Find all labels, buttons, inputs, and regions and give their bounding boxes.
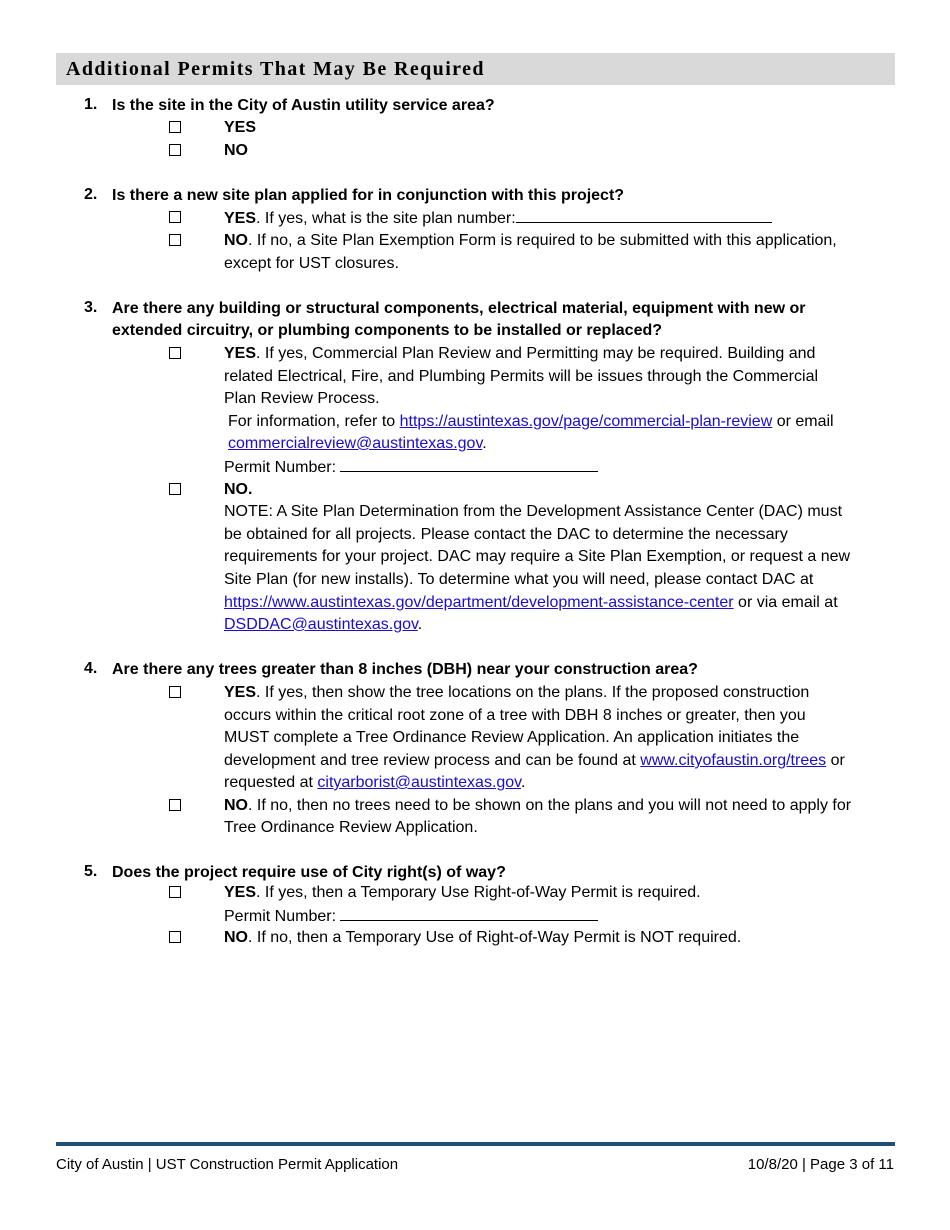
q4-no-text-cont: Tree Ordinance Review Application. (224, 819, 478, 836)
q1-no-checkbox[interactable] (169, 144, 181, 156)
footer-divider (56, 1142, 895, 1146)
question-3-number: 3. (84, 299, 98, 316)
q5-yes-checkbox[interactable] (169, 886, 181, 898)
q5-no-text: . If no, then a Temporary Use of Right-of-Way Permit is NOT required. (248, 929, 742, 946)
q3-info-mid: or email (772, 413, 834, 430)
q3-note-3: requirements for your project. DAC may require a Site Plan Exemption, or request a new (224, 548, 851, 565)
q3-permit-number-field[interactable] (340, 457, 598, 472)
q4-yes-text-4: development and tree review process and can be found at (224, 752, 641, 769)
q4-no-text: . If no, then no trees need to be shown on the plans and you will not need to apply for (248, 797, 852, 814)
q5-no-label: NO (224, 929, 248, 946)
commercial-plan-review-link[interactable]: https://austintexas.gov/page/commercial-plan-review (399, 413, 773, 430)
section-header (56, 53, 895, 85)
dac-link[interactable]: https://www.austintexas.gov/department/development-assistance-center (224, 594, 734, 611)
q5-yes-label: YES (224, 884, 257, 901)
q4-yes-text: . If yes, then show the tree locations on the plans. If the proposed construction (256, 684, 810, 701)
q4-yes-text-5-end: . (521, 774, 526, 791)
footer-document-title: City of Austin | UST Construction Permit Application (56, 1156, 399, 1173)
q2-no-text: . If no, a Site Plan Exemption Form is required to be submitted with this application, (248, 232, 837, 249)
q4-no-label: NO (224, 797, 248, 814)
q4-yes-text-4-end: or (826, 752, 845, 769)
q2-no-text-cont: except for UST closures. (224, 255, 399, 272)
q4-no-checkbox[interactable] (169, 799, 181, 811)
q1-yes-checkbox[interactable] (169, 121, 181, 133)
q3-note-2: be obtained for all projects. Please contact the DAC to determine the necessary (224, 526, 788, 543)
q3-note-end: . (417, 616, 423, 633)
q5-no-checkbox[interactable] (169, 931, 181, 943)
question-3-text-cont: extended circuitry, or plumbing components to be installed or replaced? (112, 322, 663, 339)
site-plan-number-field[interactable] (516, 208, 772, 223)
q4-yes-text-2: occurs within the critical root zone of a tree with DBH 8 inches or greater, then you (224, 707, 806, 724)
q3-permit-label: Permit Number: (224, 459, 341, 476)
q3-yes-label: YES (224, 345, 257, 362)
section-title: Additional Permits That May Be Required (66, 58, 485, 80)
q3-yes-text-2: related Electrical, Fire, and Plumbing Permits will be issues through the Commercial (224, 368, 819, 385)
question-4-text: Are there any trees greater than 8 inches (DBH) near your construction area? (112, 661, 698, 678)
question-2-text: Is there a new site plan applied for in conjunction with this project? (112, 187, 625, 204)
q4-yes-label: YES (224, 684, 257, 701)
q4-yes-checkbox[interactable] (169, 686, 181, 698)
dsddac-email-link[interactable]: DSDDAC@austintexas.gov (224, 616, 418, 633)
q1-yes-label: YES (224, 119, 257, 136)
q3-no-label: NO. (224, 481, 253, 498)
q3-note-4: Site Plan (for new installs). To determine what you will need, please contact DAC at (224, 571, 814, 588)
trees-link[interactable]: www.cityofaustin.org/trees (640, 752, 827, 769)
q3-no-checkbox[interactable] (169, 483, 181, 495)
question-5-text: Does the project require use of City right(s) of way? (112, 864, 506, 881)
question-1-text: Is the site in the City of Austin utility service area? (112, 97, 495, 114)
q3-yes-checkbox[interactable] (169, 347, 181, 359)
q2-no-label: NO (224, 232, 248, 249)
q2-yes-label: YES (224, 210, 257, 227)
q5-permit-label: Permit Number: (224, 908, 341, 925)
question-3-text: Are there any building or structural components, electrical material, equipment with new or (112, 300, 806, 317)
q5-yes-text: . If yes, then a Temporary Use Right-of-Way Permit is required. (256, 884, 701, 901)
q4-yes-text-5: requested at (224, 774, 318, 791)
q5-permit-number-field[interactable] (340, 906, 598, 921)
q2-yes-text: . If yes, what is the site plan number: (256, 210, 516, 227)
q4-yes-text-3: MUST complete a Tree Ordinance Review Application. An application initiates the (224, 729, 800, 746)
question-1-number: 1. (84, 96, 98, 113)
question-5-number: 5. (84, 863, 98, 880)
q3-yes-text: . If yes, Commercial Plan Review and Permitting may be required. Building and (256, 345, 816, 362)
q2-yes-checkbox[interactable] (169, 211, 181, 223)
q3-info-prefix: For information, refer to (228, 413, 400, 430)
q3-note-mid: or via email at (733, 594, 838, 611)
question-2-number: 2. (84, 186, 98, 203)
q2-no-checkbox[interactable] (169, 234, 181, 246)
q3-yes-text-3: Plan Review Process. (224, 390, 380, 407)
city-arborist-email-link[interactable]: cityarborist@austintexas.gov (317, 774, 521, 791)
footer-page-info: 10/8/20 | Page 3 of 11 (747, 1156, 894, 1173)
question-4-number: 4. (84, 660, 98, 677)
q3-note-1: NOTE: A Site Plan Determination from the Development Assistance Center (DAC) must (224, 503, 843, 520)
q3-info-end: . (482, 435, 487, 452)
commercial-review-email-link[interactable]: commercialreview@austintexas.gov (228, 435, 483, 452)
q1-no-label: NO (224, 142, 248, 159)
